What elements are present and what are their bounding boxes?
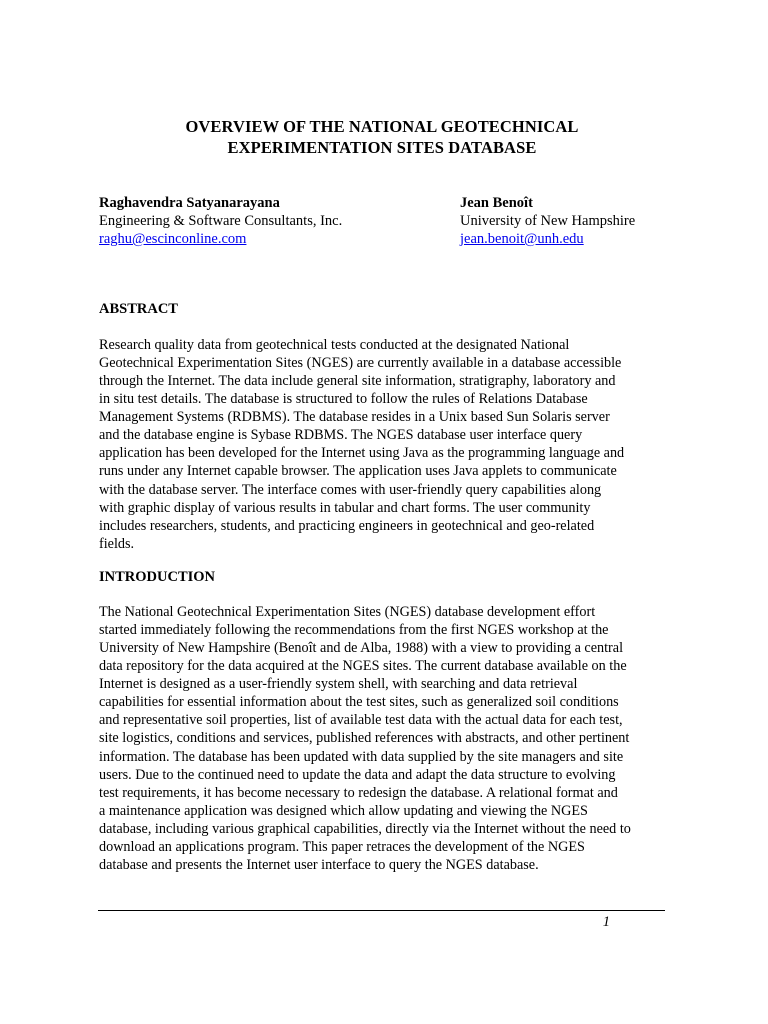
paper-title-line-2: EXPERIMENTATION SITES DATABASE (227, 138, 537, 157)
page-number: 1 (602, 914, 610, 930)
paragraph-line: database and presents the Internet user interface to query the NGES database. (99, 856, 539, 873)
paragraph-line: with graphic display of various results in tabular and chart forms. The user community (99, 499, 591, 516)
author-block-1 (99, 194, 342, 248)
introduction-heading: INTRODUCTION (99, 569, 216, 585)
paragraph-line: Internet is designed as a user-friendly system shell, with searching and data retrieval (99, 676, 578, 693)
abstract-heading: ABSTRACT (99, 301, 178, 317)
author-name: Jean Benoît (460, 195, 533, 211)
paragraph-line: University of New Hampshire (Benoît and de Alba, 1988) with a view to providing a central (99, 640, 624, 657)
author-affiliation: Engineering & Software Consultants, Inc. (99, 213, 343, 229)
paragraph-line: test requirements, it has become necessary to redesign the database. A relational format and (99, 784, 618, 801)
paragraph-line: a maintenance application was designed which allow updating and viewing the NGES (99, 802, 588, 819)
paragraph-line: includes researchers, students, and practicing engineers in geotechnical and geo-related (99, 517, 595, 534)
author-affiliation: University of New Hampshire (460, 213, 636, 229)
author-email-link[interactable]: raghu@escinconline.com (99, 231, 247, 247)
paragraph-line: users. Due to the continued need to update the data and adapt the data structure to evolving (99, 766, 616, 783)
paragraph-line: data repository for the data acquired at the NGES sites. The current database available on the (99, 658, 627, 675)
paper-title (99, 116, 665, 158)
paragraph-line: fields. (99, 535, 135, 552)
paragraph-line: site logistics, conditions and services, published references with abstracts, and other pertinent (99, 730, 630, 747)
author-block-2 (460, 194, 635, 248)
paragraph-line: database, including various graphical capabilities, directly via the Internet without the need to (99, 820, 631, 837)
abstract-paragraph (99, 336, 669, 553)
paragraph-line: The National Geotechnical Experimentation Sites (NGES) database development effort (99, 604, 596, 620)
footer-divider (98, 910, 665, 911)
paragraph-line: and the database engine is Sybase RDBMS. The NGES database user interface query (99, 427, 583, 444)
paragraph-line: Geotechnical Experimentation Sites (NGES) are currently available in a database accessible (99, 355, 622, 372)
paragraph-line: in situ test details. The database is structured to follow the rules of Relations Database (99, 391, 588, 408)
paragraph-line: with the database server. The interface comes with user-friendly query capabilities along (99, 481, 602, 498)
introduction-paragraph (99, 603, 669, 874)
paragraph-line: information. The database has been updated with data supplied by the site managers and site (99, 748, 624, 765)
paragraph-line: capabilities for essential information about the test sites, such as generalized soil conditions (99, 694, 619, 711)
paragraph-line: Management Systems (RDBMS). The database resides in a Unix based Sun Solaris server (99, 409, 610, 426)
paragraph-line: Research quality data from geotechnical tests conducted at the designated National (99, 337, 570, 353)
paragraph-line: download an applications program. This paper retraces the development of the NGES (99, 838, 585, 855)
paper-title-line-1: OVERVIEW OF THE NATIONAL GEOTECHNICAL (185, 117, 579, 136)
paragraph-line: started immediately following the recommendations from the first NGES workshop at the (99, 622, 609, 639)
author-email-link[interactable]: jean.benoit@unh.edu (460, 231, 584, 247)
paragraph-line: application has been developed for the Internet using Java as the programming language and (99, 445, 625, 462)
paragraph-line: through the Internet. The data include general site information, stratigraphy, laboratory and (99, 373, 616, 390)
author-name: Raghavendra Satyanarayana (99, 195, 280, 211)
paragraph-line: and representative soil properties, list of available test data with the actual data for each test, (99, 712, 623, 729)
paragraph-line: runs under any Internet capable browser. The application uses Java applets to communicate (99, 463, 617, 480)
